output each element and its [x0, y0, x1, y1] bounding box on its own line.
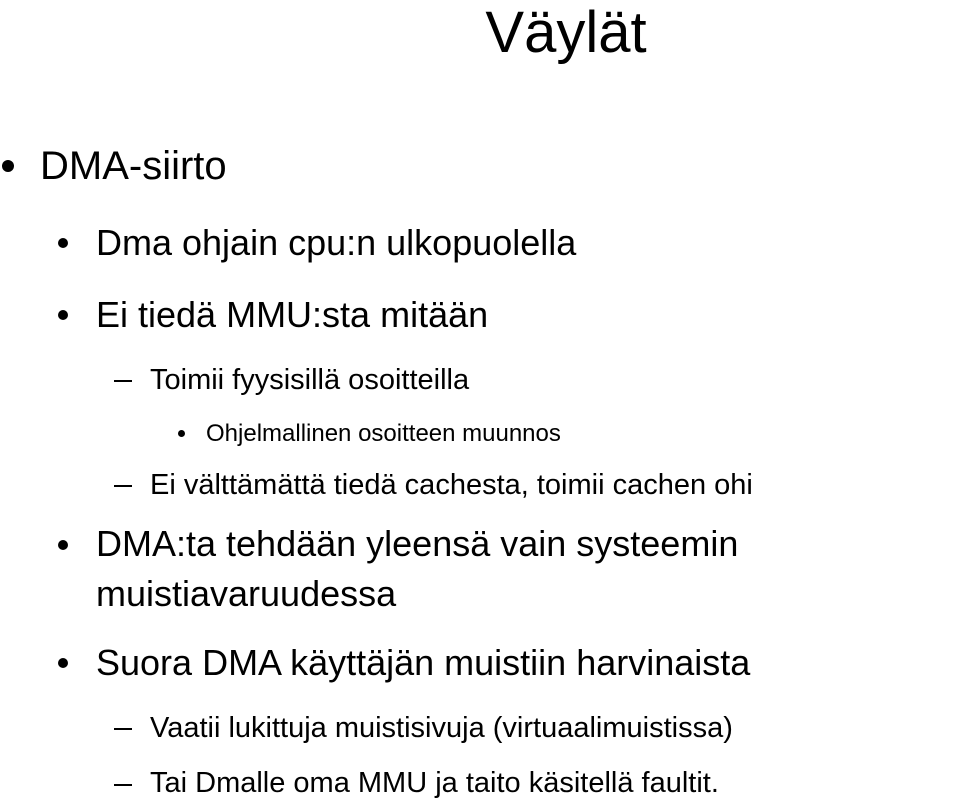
bullet-text: Ei tiedä MMU:sta mitään	[96, 294, 489, 335]
bullet-dot-icon	[58, 238, 68, 248]
bullet-text-continuation: muistiavaruudessa	[96, 573, 397, 614]
dash-icon	[114, 485, 132, 487]
bullet-dot-icon	[58, 658, 68, 668]
bullet-dot-icon	[178, 430, 185, 437]
bullet-text: DMA:ta tehdään yleensä vain systeemin	[96, 523, 739, 564]
slide-title: Väylät	[485, 0, 647, 65]
dash-icon	[114, 784, 132, 786]
bullet-text: Dma ohjain cpu:n ulkopuolella	[96, 222, 577, 263]
bullet-dot-icon	[58, 540, 68, 550]
bullet-dot-icon	[58, 310, 68, 320]
bullet-text: Suora DMA käyttäjän muistiin harvinaista	[96, 642, 751, 683]
bullet-text: Toimii fyysisillä osoitteilla	[150, 364, 470, 396]
bullet-text: Ohjelmallinen osoitteen muunnos	[206, 420, 561, 447]
bullet-text: Ei välttämättä tiedä cachesta, toimii cachen ohi	[150, 469, 753, 501]
bullet-text: DMA-siirto	[40, 144, 227, 188]
bullet-dot-icon	[2, 160, 14, 172]
dash-icon	[114, 380, 132, 382]
dash-icon	[114, 728, 132, 730]
bullet-text: Vaatii lukittuja muistisivuja (virtuaalimuistissa)	[150, 712, 733, 744]
bullet-text: Tai Dmalle oma MMU ja taito käsitellä faultit.	[150, 767, 719, 799]
